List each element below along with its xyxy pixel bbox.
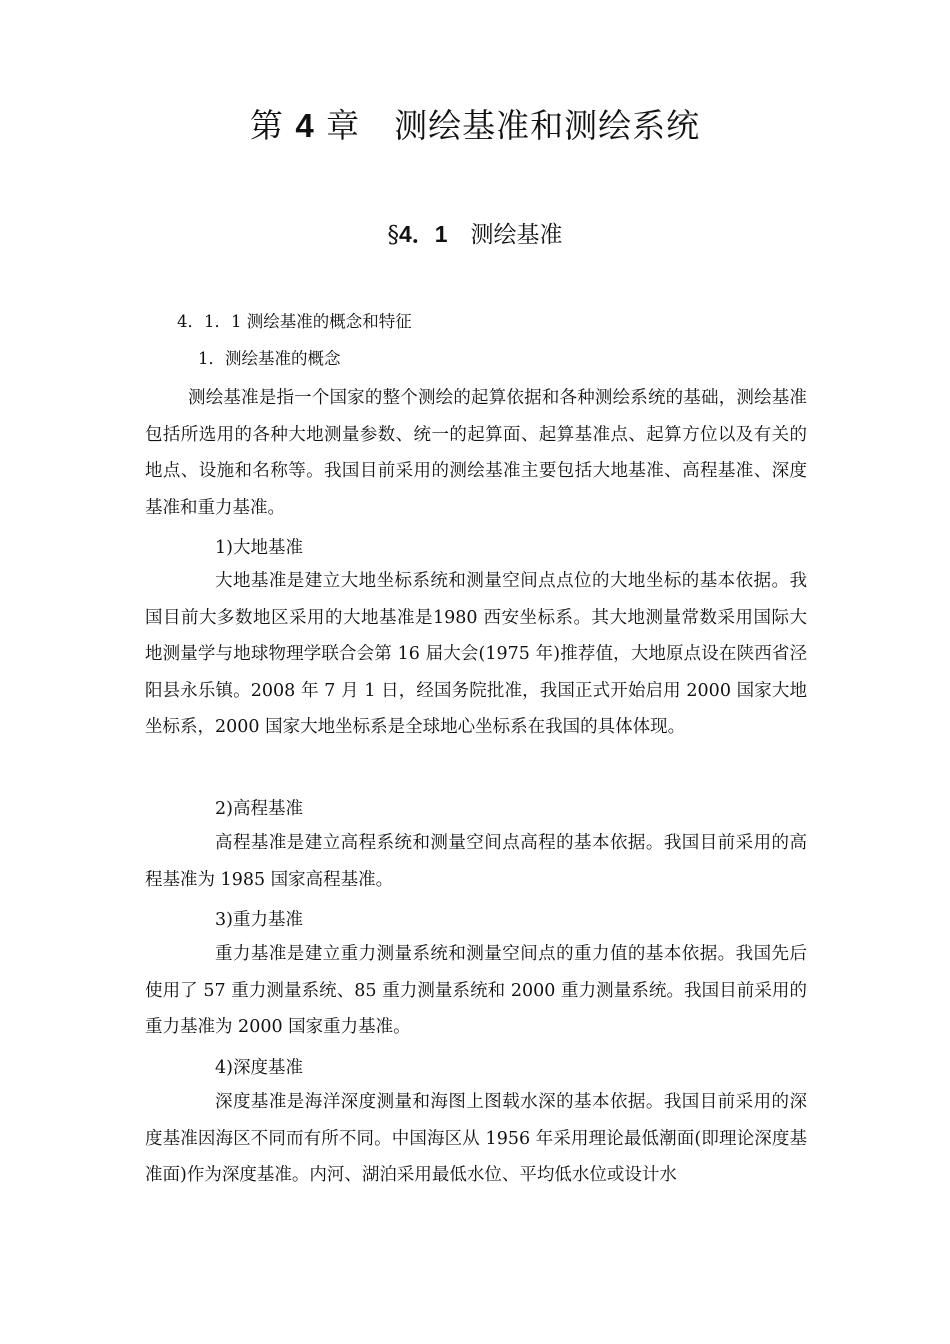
subsection-heading: 4．1．1 测绘基准的概念和特征 — [177, 312, 412, 331]
chapter-name: 测绘基准和测绘系统 — [394, 106, 701, 145]
depth-heading: 4)深度基准 — [215, 1058, 303, 1078]
chapter-number: 4 — [295, 107, 315, 144]
chapter-title — [0, 100, 950, 147]
section-number: 4．1 — [398, 221, 448, 247]
gravity-heading: 3)重力基准 — [215, 910, 303, 930]
depth-paragraph: 深度基准是海洋深度测量和海图上图载水深的基本依据。我国目前采用的深度基准因海区不同而有所不同。中国海区从 1956 年采用理论最低潮面(即理论深度基准面)作为深度基准。内河、湖泊采用最低水位、平均低水位或设计水 — [145, 1092, 807, 1185]
chapter-suffix: 章 — [326, 106, 361, 145]
intro-paragraph: 测绘基准是指一个国家的整个测绘的起算依据和各种测绘系统的基础，测绘基准包括所选用的各种大地测量参数、统一的起算面、起算基准点、起算方位以及有关的地点、设施和名称等。我国目前采用的测绘基准主要包括大地基准、高程基准、深度基准和重力基准。 — [145, 388, 807, 518]
section-symbol: § — [387, 222, 399, 248]
height-heading: 2)高程基准 — [215, 799, 303, 819]
subsubsection-heading: 1．测绘基准的概念 — [198, 349, 341, 368]
height-paragraph: 高程基准是建立高程系统和测量空间点高程的基本依据。我国目前采用的高程基准为 1985 国家高程基准。 — [145, 833, 807, 890]
geodetic-heading: 1)大地基准 — [215, 538, 303, 558]
gravity-paragraph: 重力基准是建立重力测量系统和测量空间点的重力值的基本依据。我国先后使用了 57 重力测量系统、85 重力测量系统和 2000 重力测量系统。我国目前采用的重力基准为 2000 国家重力基准。 — [145, 944, 807, 1037]
chapter-prefix: 第 — [249, 106, 284, 145]
geodetic-paragraph: 大地基准是建立大地坐标系统和测量空间点点位的大地坐标的基本依据。我国目前大多数地区采用的大地基准是1980 西安坐标系。其大地测量常数采用国际大地测量学与地球物理学联合会第 16 届大会(1975 年)推荐值，大地原点设在陕西省泾阳县永乐镇。2008 年 7 月 1 日，经国务院批准，我国正式开始启用 2000 国家大地坐标系，2000 国家大地坐标系是全球地心坐标系在我国的具体体现。 — [145, 571, 807, 737]
section-title — [0, 216, 950, 249]
section-name: 测绘基准 — [470, 222, 563, 248]
